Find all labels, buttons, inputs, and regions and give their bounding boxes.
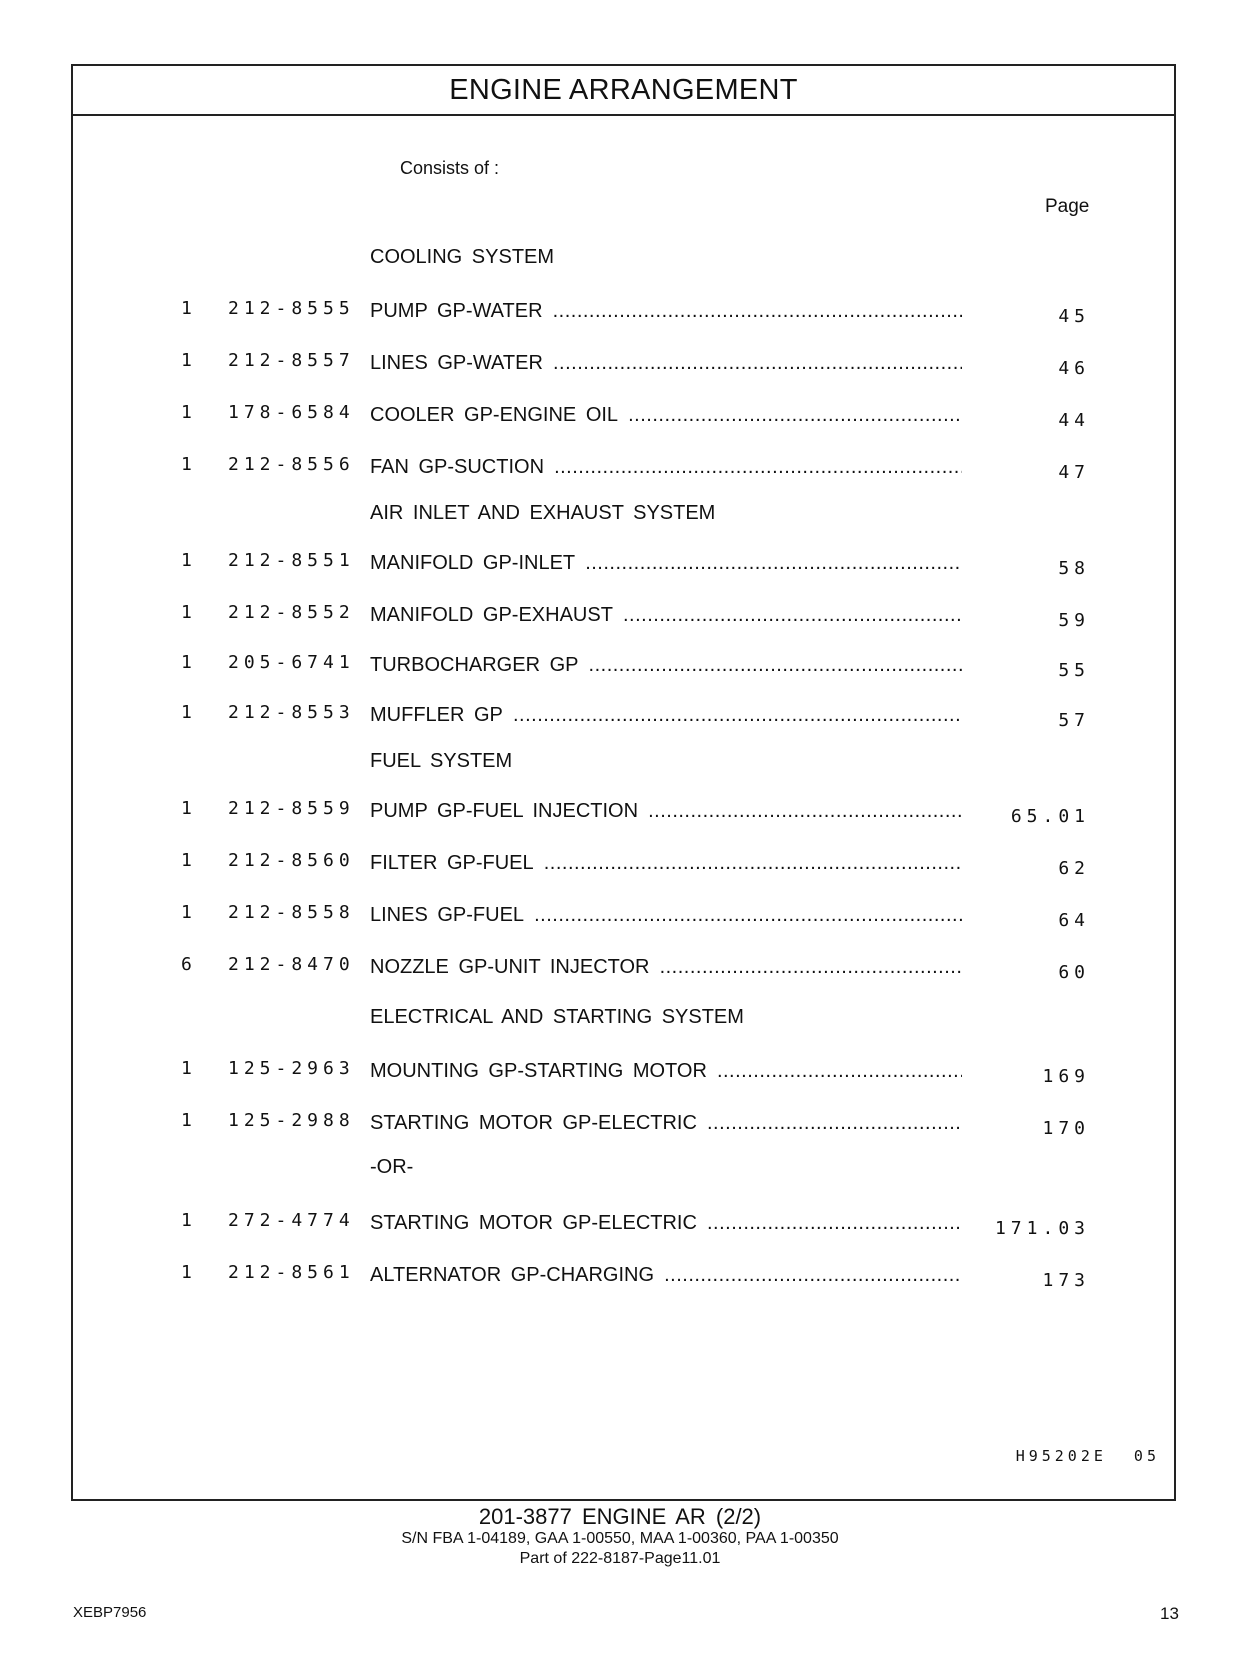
part-quantity: 1: [181, 1058, 192, 1079]
part-number: 212-8553: [228, 702, 355, 723]
part-description: STARTING MOTOR GP-ELECTRIC .....: [370, 1112, 962, 1135]
part-number: 178-6584: [228, 402, 355, 423]
illustration-code: H95202E 05: [1015, 1447, 1160, 1465]
part-description: MUFFLER GP .....: [370, 704, 962, 727]
part-number: 212-8555: [228, 298, 355, 319]
or-separator: -OR-: [370, 1156, 414, 1178]
part-description: NOZZLE GP-UNIT INJECTOR .....: [370, 956, 962, 979]
document-id: XEBP7956: [73, 1604, 147, 1621]
part-description: TURBOCHARGER GP .....: [370, 654, 962, 677]
part-number: 212-8552: [228, 602, 355, 623]
part-row: [73, 954, 1174, 992]
part-page-ref: 62: [1058, 858, 1090, 879]
part-page-ref: 65.01: [1010, 806, 1090, 827]
part-quantity: 1: [181, 298, 192, 319]
part-page-ref: 64: [1058, 910, 1090, 931]
part-description: PUMP GP-WATER .....: [370, 300, 962, 323]
part-quantity: 1: [181, 350, 192, 371]
part-row: [73, 550, 1174, 588]
part-description: MANIFOLD GP-INLET .....: [370, 552, 962, 575]
part-quantity: 1: [181, 402, 192, 423]
part-number: 212-8561: [228, 1262, 355, 1283]
part-quantity: 1: [181, 902, 192, 923]
page-column-header: Page: [1045, 196, 1090, 217]
part-row: [73, 402, 1174, 440]
part-page-ref: 47: [1058, 462, 1090, 483]
part-number: 125-2988: [228, 1110, 355, 1131]
part-quantity: 1: [181, 702, 192, 723]
part-row: [73, 1058, 1174, 1096]
part-row: [73, 850, 1174, 888]
part-description: MANIFOLD GP-EXHAUST .....: [370, 604, 962, 627]
part-row: [73, 350, 1174, 388]
part-quantity: 1: [181, 850, 192, 871]
part-row: [73, 298, 1174, 336]
part-quantity: 1: [181, 602, 192, 623]
part-number: 205-6741: [228, 652, 355, 673]
part-row: [73, 652, 1174, 690]
part-page-ref: 173: [1042, 1270, 1090, 1291]
section-heading: ELECTRICAL AND STARTING SYSTEM: [370, 1006, 744, 1028]
part-row: [73, 1110, 1174, 1148]
footer-serial-numbers: S/N FBA 1-04189, GAA 1-00550, MAA 1-00360, PAA 1-00350: [401, 1530, 839, 1547]
part-number: 272-4774: [228, 1210, 355, 1231]
part-description: ALTERNATOR GP-CHARGING .....: [370, 1264, 962, 1287]
part-page-ref: 170: [1042, 1118, 1090, 1139]
part-page-ref: 44: [1058, 410, 1090, 431]
part-page-ref: 45: [1058, 306, 1090, 327]
part-description: PUMP GP-FUEL INJECTION .....: [370, 800, 962, 823]
part-row: [73, 454, 1174, 492]
document-frame: [71, 64, 1176, 1501]
part-number: 125-2963: [228, 1058, 355, 1079]
part-quantity: 1: [181, 1110, 192, 1131]
part-number: 212-8556: [228, 454, 355, 475]
part-page-ref: 59: [1058, 610, 1090, 631]
part-row: [73, 602, 1174, 640]
part-page-ref: 57: [1058, 710, 1090, 731]
section-heading: AIR INLET AND EXHAUST SYSTEM: [370, 502, 716, 524]
part-quantity: 1: [181, 454, 192, 475]
part-number: 212-8560: [228, 850, 355, 871]
part-quantity: 1: [181, 1262, 192, 1283]
part-description: LINES GP-FUEL .....: [370, 904, 962, 927]
part-row: [73, 1262, 1174, 1300]
part-description: FILTER GP-FUEL .....: [370, 852, 962, 875]
part-row: [73, 702, 1174, 740]
part-page-ref: 60: [1058, 962, 1090, 983]
part-number: 212-8558: [228, 902, 355, 923]
part-row: [73, 798, 1174, 836]
parts-list: [73, 66, 1174, 1499]
part-description: STARTING MOTOR GP-ELECTRIC .....: [370, 1212, 962, 1235]
part-description: MOUNTING GP-STARTING MOTOR .....: [370, 1060, 962, 1083]
part-quantity: 1: [181, 652, 192, 673]
section-heading: COOLING SYSTEM: [370, 246, 555, 268]
part-row: [73, 1210, 1174, 1248]
part-page-ref: 55: [1058, 660, 1090, 681]
part-number: 212-8557: [228, 350, 355, 371]
part-description: COOLER GP-ENGINE OIL .....: [370, 404, 962, 427]
part-number: 212-8470: [228, 954, 355, 975]
page-number: 13: [1160, 1604, 1179, 1623]
part-page-ref: 58: [1058, 558, 1090, 579]
page-title: ENGINE ARRANGEMENT: [73, 66, 1174, 116]
footer-group-title: 201-3877 ENGINE AR (2/2): [478, 1504, 762, 1529]
footer-part-of: Part of 222-8187-Page11.01: [519, 1550, 721, 1567]
part-page-ref: 169: [1042, 1066, 1090, 1087]
part-quantity: 1: [181, 1210, 192, 1231]
section-heading: FUEL SYSTEM: [370, 750, 513, 772]
part-description: FAN GP-SUCTION .....: [370, 456, 962, 479]
consists-of-label: Consists of :: [400, 158, 500, 178]
part-quantity: 6: [181, 954, 192, 975]
part-row: [73, 902, 1174, 940]
part-quantity: 1: [181, 798, 192, 819]
part-quantity: 1: [181, 550, 192, 571]
part-description: LINES GP-WATER .....: [370, 352, 962, 375]
part-page-ref: 46: [1058, 358, 1090, 379]
part-number: 212-8559: [228, 798, 355, 819]
part-number: 212-8551: [228, 550, 355, 571]
part-page-ref: 171.03: [994, 1218, 1090, 1239]
